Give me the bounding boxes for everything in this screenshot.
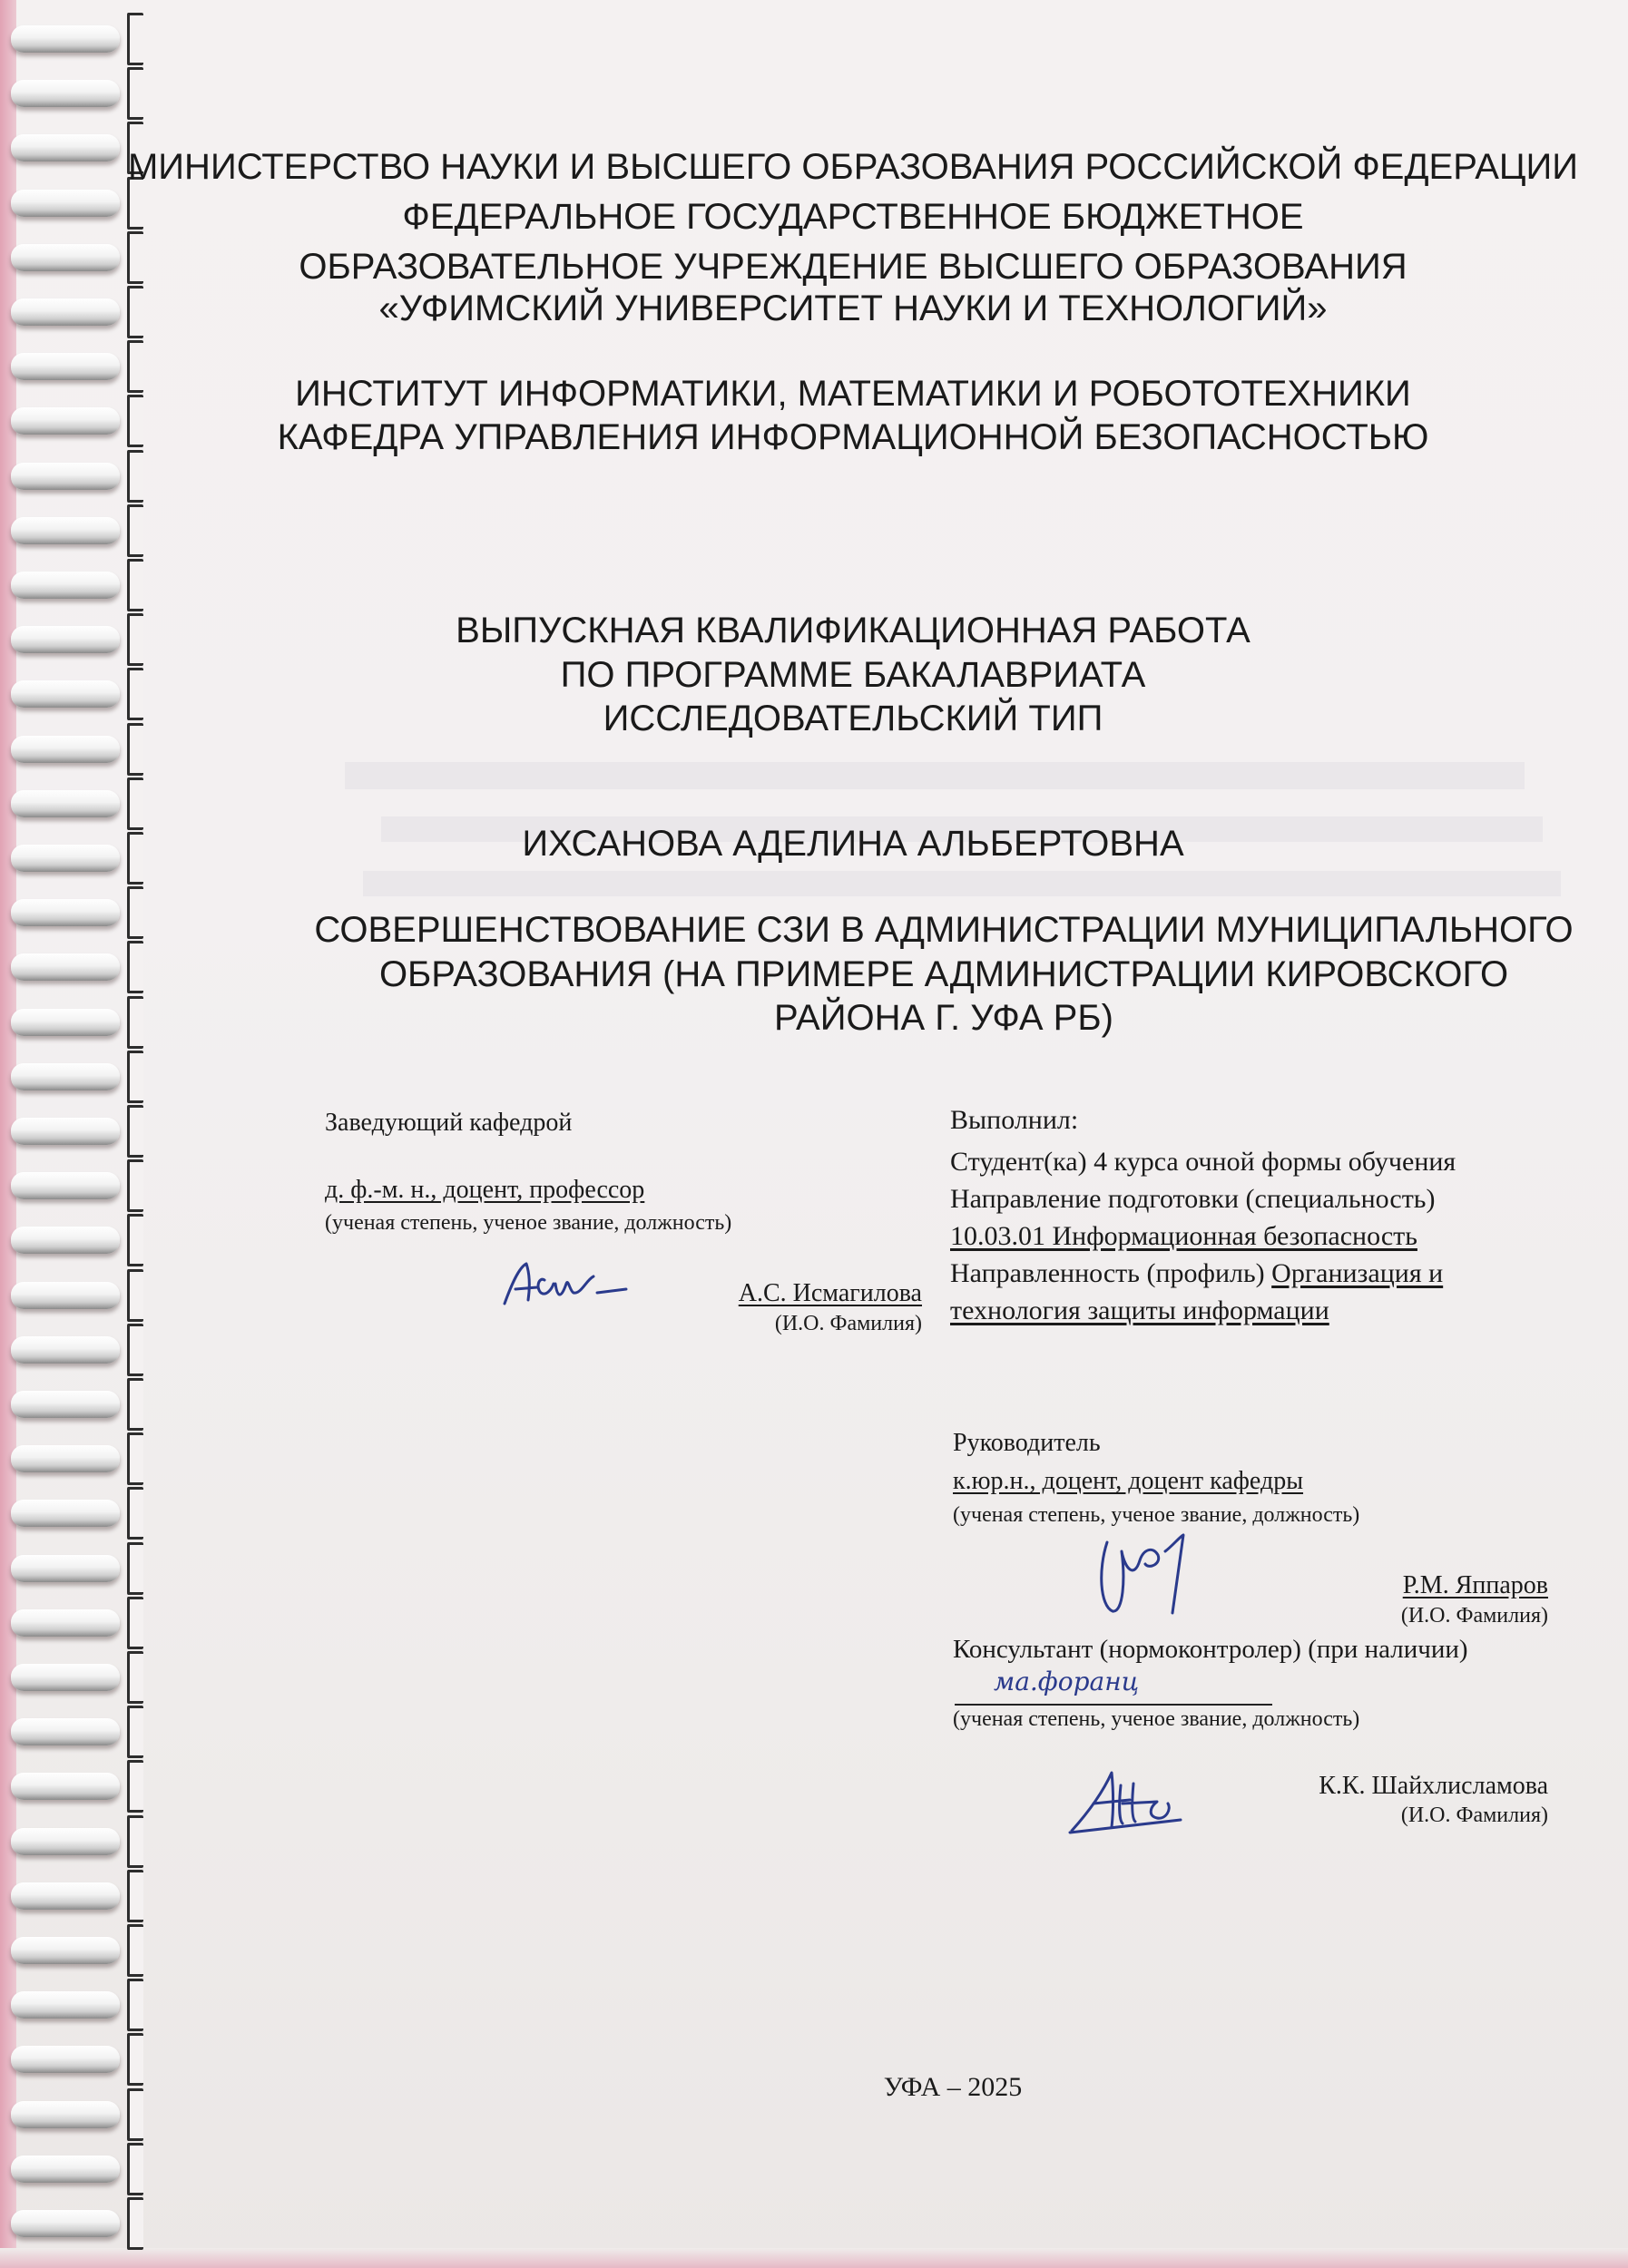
spiral-binding: [0, 0, 163, 2268]
supervisor-degree: к.юр.н., доцент, доцент кафедры: [953, 1467, 1304, 1495]
binding-ring-coil: [11, 1718, 120, 1745]
binding-ring-coil: [11, 2046, 120, 2073]
binding-ring: [11, 1718, 147, 1745]
profile-label: Направленность (профиль): [950, 1258, 1265, 1288]
performer-label: Выполнил:: [950, 1105, 1079, 1135]
binding-ring: [11, 517, 147, 544]
binding-ring-coil: [11, 407, 120, 435]
binding-ring: [11, 1500, 147, 1527]
binding-ring: [11, 2101, 147, 2128]
binding-ring-coil: [11, 25, 120, 53]
supervisor-degree-caption: (ученая степень, ученое звание, должность): [953, 1503, 1360, 1527]
binding-ring-coil: [11, 2156, 120, 2183]
binding-hole: [127, 1542, 143, 1595]
binding-hole: [127, 777, 143, 830]
binding-hole: [127, 2143, 143, 2195]
binding-ring: [11, 1172, 147, 1199]
binding-hole: [127, 1378, 143, 1431]
binding-hole: [127, 1924, 143, 1977]
supervisor-label: Руководитель: [953, 1429, 1101, 1457]
binding-ring: [11, 572, 147, 599]
binding-ring: [11, 1609, 147, 1637]
binding-ring: [11, 1664, 147, 1691]
binding-hole: [127, 1324, 143, 1376]
binding-ring: [11, 1445, 147, 1472]
city-year: УФА – 2025: [883, 2072, 1023, 2102]
binding-hole: [127, 1651, 143, 1704]
binding-ring-coil: [11, 1828, 120, 1855]
binding-hole: [127, 67, 143, 120]
binding-ring: [11, 1991, 147, 2019]
binding-ring: [11, 1882, 147, 1910]
profile-row: [950, 1258, 1443, 1289]
institution-line-1: ФЕДЕРАЛЬНОЕ ГОСУДАРСТВЕННОЕ БЮДЖЕТНОЕ: [402, 197, 1304, 237]
author-name: ИХСАНОВА АДЕЛИНА АЛЬБЕРТОВНА: [522, 824, 1184, 864]
thesis-title-line-2: ОБРАЗОВАНИЯ (НА ПРИМЕРЕ АДМИНИСТРАЦИИ КИРОВСКОГО: [378, 954, 1509, 994]
binding-ring-coil: [11, 1391, 120, 1418]
binding-hole: [127, 1870, 143, 1922]
ministry-line: МИНИСТЕРСТВО НАУКИ И ВЫСШЕГО ОБРАЗОВАНИЯ РОССИЙСКОЙ ФЕДЕРАЦИИ: [127, 147, 1578, 187]
consultant-signature: [1066, 1767, 1184, 1840]
consultant-name-caption: (И.О. Фамилия): [1400, 1804, 1548, 1827]
binding-ring-coil: [11, 1172, 120, 1199]
binding-hole: [127, 1432, 143, 1485]
binding-ring-coil: [11, 953, 120, 981]
binding-ring: [11, 1937, 147, 1964]
binding-hole: [127, 1159, 143, 1212]
binding-hole: [127, 13, 143, 65]
binding-ring: [11, 463, 147, 490]
binding-ring-coil: [11, 1118, 120, 1145]
binding-ring: [11, 953, 147, 981]
consultant-degree-caption: (ученая степень, ученое звание, должность): [953, 1707, 1360, 1731]
direction-value: 10.03.01 Информационная безопасность: [950, 1221, 1417, 1251]
binding-ring: [11, 1391, 147, 1418]
binding-ring-coil: [11, 626, 120, 653]
supervisor-name-caption: (И.О. Фамилия): [1400, 1604, 1548, 1628]
binding-hole: [127, 2197, 143, 2250]
bleed-through: [345, 762, 1525, 789]
work-type-line-3: ИССЛЕДОВАТЕЛЬСКИЙ ТИП: [603, 699, 1103, 738]
binding-ring-coil: [11, 572, 120, 599]
binding-ring-coil: [11, 353, 120, 380]
binding-hole: [127, 1269, 143, 1322]
binding-ring-coil: [11, 134, 120, 161]
binding-ring-coil: [11, 1336, 120, 1364]
head-of-department-signature: [499, 1256, 635, 1311]
binding-hole: [127, 1706, 143, 1758]
supervisor-name: Р.М. Яппаров: [1402, 1571, 1548, 1599]
binding-ring-coil: [11, 517, 120, 544]
binding-hole: [127, 941, 143, 993]
binding-ring: [11, 2210, 147, 2237]
binding-hole: [127, 1815, 143, 1868]
binding-hole: [127, 559, 143, 611]
binding-ring-coil: [11, 1063, 120, 1090]
head-of-department-degree-caption: (ученая степень, ученое звание, должность): [325, 1211, 732, 1235]
direction-label: Направление подготовки (специальность): [950, 1184, 1436, 1214]
binding-ring: [11, 736, 147, 763]
thesis-title-line-1: СОВЕРШЕНСТВОВАНИЕ СЗИ В АДМИНИСТРАЦИИ МУНИЦИПАЛЬНОГО: [314, 910, 1574, 950]
binding-hole: [127, 1979, 143, 2031]
binding-ring: [11, 1227, 147, 1254]
institute-name: ИНСТИТУТ ИНФОРМАТИКИ, МАТЕМАТИКИ И РОБОТОТЕХНИКИ: [295, 374, 1411, 414]
binding-ring: [11, 1828, 147, 1855]
binding-ring-coil: [11, 1282, 120, 1309]
binding-ring: [11, 2156, 147, 2183]
binding-hole: [127, 504, 143, 557]
binding-ring-coil: [11, 1555, 120, 1582]
binding-ring: [11, 790, 147, 817]
department-name: КАФЕДРА УПРАВЛЕНИЯ ИНФОРМАЦИОННОЙ БЕЗОПАСНОСТЬЮ: [277, 417, 1429, 457]
binding-ring: [11, 2046, 147, 2073]
binding-hole: [127, 996, 143, 1049]
binding-ring: [11, 1009, 147, 1036]
head-of-department-degree: д. ф.-м. н., доцент, профессор: [325, 1176, 645, 1204]
student-course: Студент(ка) 4 курса очной формы обучения: [950, 1147, 1456, 1177]
binding-ring-coil: [11, 2210, 120, 2237]
binding-ring-coil: [11, 1500, 120, 1527]
binding-ring-coil: [11, 680, 120, 708]
binding-ring: [11, 899, 147, 926]
bleed-through: [363, 871, 1561, 896]
binding-ring: [11, 1773, 147, 1800]
binding-hole: [127, 1105, 143, 1158]
profile-value-part-2: технология защиты информации: [950, 1295, 1329, 1325]
page-bottom-edge: [0, 2248, 1628, 2268]
binding-ring-coil: [11, 463, 120, 490]
head-of-department-name: А.С. Исмагилова: [738, 1279, 922, 1307]
consultant-name: К.К. Шайхлисламова: [1319, 1772, 1548, 1800]
binding-ring: [11, 1118, 147, 1145]
work-type-line-1: ВЫПУСКНАЯ КВАЛИФИКАЦИОННАЯ РАБОТА: [456, 611, 1250, 650]
binding-ring-coil: [11, 845, 120, 872]
binding-ring: [11, 80, 147, 107]
binding-ring: [11, 1336, 147, 1364]
institution-line-2: ОБРАЗОВАТЕЛЬНОЕ УЧРЕЖДЕНИЕ ВЫСШЕГО ОБРАЗОВАНИЯ: [299, 247, 1407, 287]
consultant-degree-line: [955, 1704, 1272, 1706]
binding-hole: [127, 1760, 143, 1813]
binding-ring-coil: [11, 1227, 120, 1254]
consultant-label: Консультант (нормоконтролер) (при наличии): [953, 1635, 1468, 1664]
binding-ring-coil: [11, 899, 120, 926]
binding-ring: [11, 1063, 147, 1090]
binding-hole: [127, 1597, 143, 1649]
binding-ring-coil: [11, 1773, 120, 1800]
binding-ring-coil: [11, 1991, 120, 2019]
binding-ring-coil: [11, 1609, 120, 1637]
binding-hole: [127, 886, 143, 939]
head-of-department-label: Заведующий кафедрой: [325, 1109, 573, 1137]
binding-ring-coil: [11, 1009, 120, 1036]
binding-hole: [127, 1214, 143, 1266]
binding-ring-coil: [11, 1445, 120, 1472]
binding-ring-coil: [11, 190, 120, 217]
consultant-handwritten-degree: ма.форанц: [994, 1667, 1140, 1696]
profile-value-part-1: Организация и: [1271, 1258, 1444, 1288]
binding-hole: [127, 1487, 143, 1540]
thesis-title-line-3: РАЙОНА Г. УФА РБ): [774, 998, 1113, 1038]
binding-ring-coil: [11, 1664, 120, 1691]
binding-ring: [11, 1555, 147, 1582]
university-name: «УФИМСКИЙ УНИВЕРСИТЕТ НАУКИ И ТЕХНОЛОГИЙ»: [378, 288, 1328, 328]
binding-ring-coil: [11, 790, 120, 817]
work-type-line-2: ПО ПРОГРАММЕ БАКАЛАВРИАТА: [560, 655, 1146, 695]
head-of-department-name-caption: (И.О. Фамилия): [774, 1312, 922, 1335]
binding-hole: [127, 1051, 143, 1103]
binding-ring-coil: [11, 298, 120, 326]
binding-ring-coil: [11, 2101, 120, 2128]
binding-ring: [11, 1282, 147, 1309]
binding-ring-coil: [11, 244, 120, 271]
binding-ring-coil: [11, 736, 120, 763]
binding-ring-coil: [11, 1882, 120, 1910]
binding-ring-coil: [11, 1937, 120, 1964]
binding-ring-coil: [11, 80, 120, 107]
binding-ring: [11, 25, 147, 53]
